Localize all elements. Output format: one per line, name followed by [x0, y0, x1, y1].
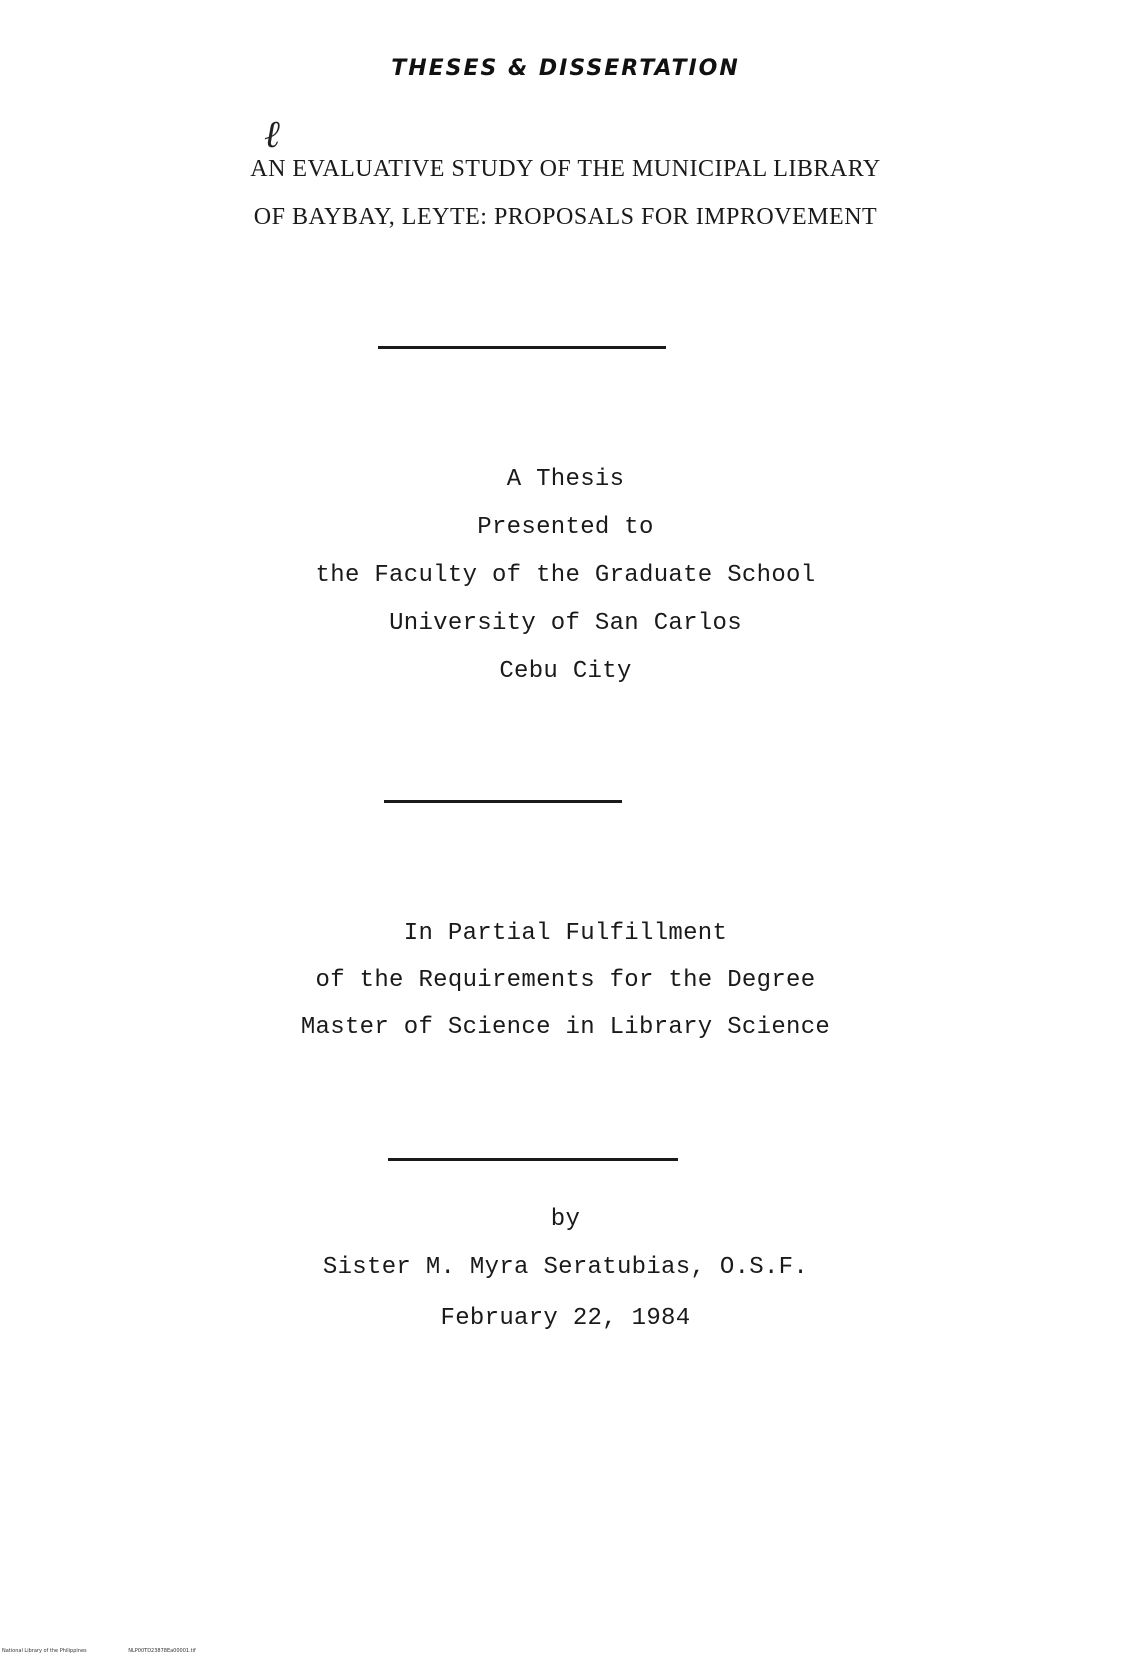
- footer-file-id: NLP00TD23878Ea00001.tif: [128, 1648, 196, 1654]
- city-line: Cebu City: [499, 658, 632, 685]
- footer-institution: National Library of the Philippines: [2, 1648, 87, 1654]
- divider-rule-3: [388, 1158, 678, 1161]
- submission-date: February 22, 1984: [440, 1305, 691, 1332]
- handwritten-mark: ℓ: [264, 112, 280, 156]
- by-label: by: [550, 1206, 581, 1233]
- collection-stamp: THESES & DISSERTATION: [391, 56, 740, 81]
- faculty-line: the Faculty of the Graduate School: [315, 562, 816, 589]
- thesis-title-line-1: AN EVALUATIVE STUDY OF THE MUNICIPAL LIBRARY: [250, 156, 881, 182]
- divider-rule-1: [378, 346, 666, 349]
- scan-footer: [2, 1648, 236, 1654]
- partial-fulfillment-line: In Partial Fulfillment: [403, 920, 728, 947]
- divider-rule-2: [384, 800, 622, 803]
- thesis-label: A Thesis: [506, 466, 625, 493]
- thesis-title-line-2: OF BAYBAY, LEYTE: PROPOSALS FOR IMPROVEMENT: [253, 204, 878, 230]
- requirements-line: of the Requirements for the Degree: [315, 967, 816, 994]
- university-line: University of San Carlos: [389, 610, 742, 637]
- presented-to-line: Presented to: [477, 514, 654, 541]
- author-name: Sister M. Myra Seratubias, O.S.F.: [322, 1254, 809, 1281]
- degree-line: Master of Science in Library Science: [300, 1014, 831, 1041]
